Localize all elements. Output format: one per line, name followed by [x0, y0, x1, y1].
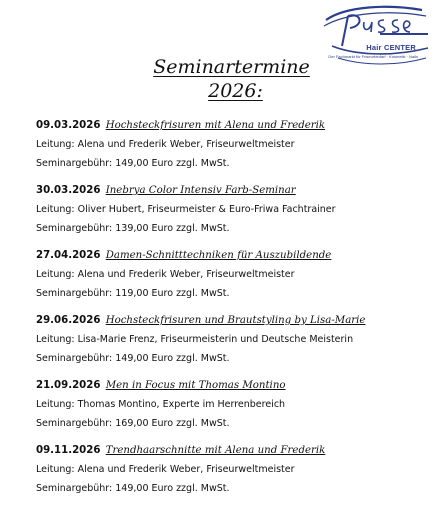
seminar-title: Damen-Schnitttechniken für Auszubildende [105, 250, 332, 261]
seminar-leitung: Leitung: Lisa-Marie Frenz, Friseurmeisterin und Deutsche Meisterin [36, 334, 354, 345]
seminar-date: 30.03.2026 [36, 185, 101, 196]
seminar-title: Trendhaarschnitte mit Alena und Frederik [105, 445, 326, 456]
seminar-leitung: Leitung: Thomas Montino, Experte im Herrenbereich [36, 399, 286, 410]
seminar-heading [36, 380, 436, 397]
seminar-entry [36, 445, 436, 510]
logo-tagline: Der Fachmarkt für Friseurbedarf · Kosmetik · Nails [328, 54, 418, 59]
seminar-fee: Seminargebühr: 169,00 Euro zzgl. MwSt. [36, 418, 230, 429]
seminar-entry [36, 315, 436, 380]
seminar-heading [36, 120, 436, 137]
seminar-heading [36, 445, 436, 462]
seminar-title: Men in Focus mit Thomas Montino [105, 380, 286, 391]
seminar-title: Hochsteckfrisuren und Brautstyling by Lisa-Marie [105, 315, 366, 326]
seminar-leitung: Leitung: Alena und Frederik Weber, Friseurweltmeister [36, 464, 295, 475]
seminar-date: 27.04.2026 [36, 250, 101, 261]
seminar-date: 29.06.2026 [36, 315, 101, 326]
seminar-title: Hochsteckfrisuren mit Alena und Frederik [105, 120, 326, 131]
seminar-entry [36, 380, 436, 445]
seminar-date: 21.09.2026 [36, 380, 101, 391]
logo-brand-text: Hair CENTER [366, 43, 416, 52]
seminar-leitung: Leitung: Alena und Frederik Weber, Friseurweltmeister [36, 269, 295, 280]
page-title-year: 2026: [208, 80, 263, 102]
seminar-title: Inebrya Color Intensiv Farb-Seminar [105, 185, 296, 196]
seminar-heading [36, 315, 436, 332]
seminar-fee: Seminargebühr: 149,00 Euro zzgl. MwSt. [36, 353, 230, 364]
seminar-list [36, 120, 436, 510]
seminar-entry [36, 250, 436, 315]
seminar-fee: Seminargebühr: 119,00 Euro zzgl. MwSt. [36, 288, 230, 299]
seminar-heading [36, 250, 436, 267]
seminar-fee: Seminargebühr: 149,00 Euro zzgl. MwSt. [36, 158, 230, 169]
page-title: Seminartermine [153, 56, 310, 78]
seminar-date: 09.11.2026 [36, 445, 101, 456]
seminar-entry [36, 185, 436, 250]
seminar-leitung: Leitung: Oliver Hubert, Friseurmeister & Euro-Friwa Fachtrainer [36, 204, 336, 215]
seminar-date: 09.03.2026 [36, 120, 101, 131]
seminar-fee: Seminargebühr: 149,00 Euro zzgl. MwSt. [36, 483, 230, 494]
seminar-fee: Seminargebühr: 139,00 Euro zzgl. MwSt. [36, 223, 230, 234]
seminar-heading [36, 185, 436, 202]
seminar-entry [36, 120, 436, 185]
seminar-leitung: Leitung: Alena und Frederik Weber, Friseurweltmeister [36, 139, 295, 150]
